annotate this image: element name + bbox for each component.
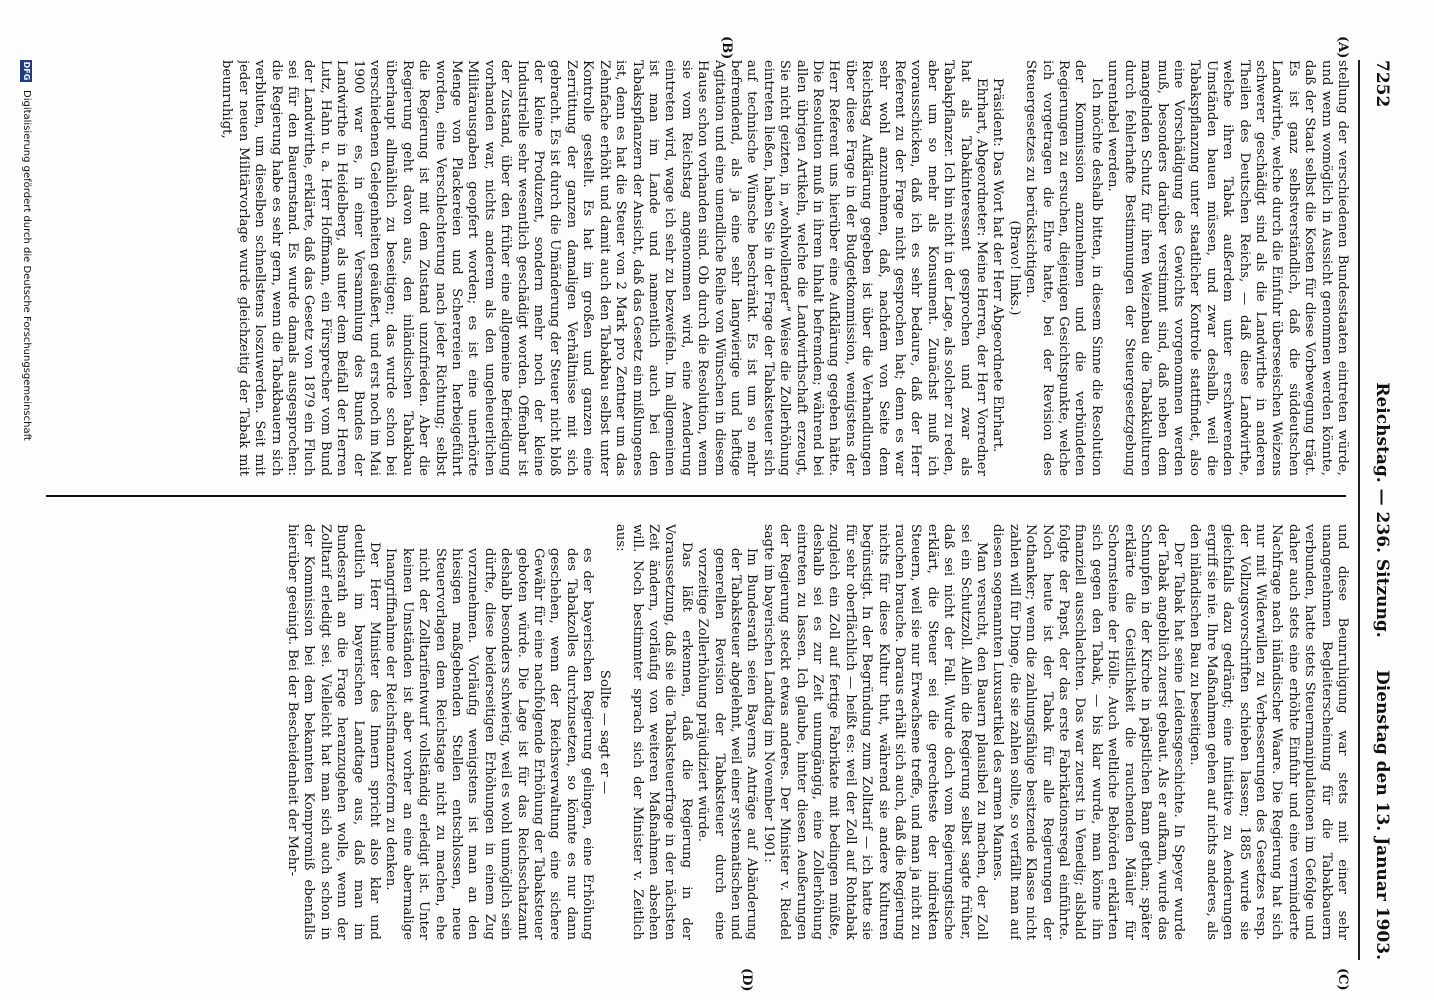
header-rule (1358, 60, 1360, 960)
left-column (100, 60, 1350, 476)
margin-marker-c: (C) (1335, 968, 1350, 991)
page-number: 7252 (1372, 60, 1392, 108)
quotation: es der bayerischen Regierung gelingen, eine Erhöhung des Tabakzolles durchzusetzen, so könnte es nur dann geschehen, wenn der Reichsverwaltung eine sichere Gewähr für eine nachfolgende Erhöhung der Tabaksteuer geboten würde. Die Lage ist für das Reichsschatzamt deshalb besonders schwierig, weil es wohl unmöglich sein dürfte, diese beiderseitigen Erhöhungen in einem Zug vorzunehmen. Vorläufig wenigstens ist man an den hiesigen maßgebenden Stellen entschlossen, neue Steuervorlagen dem Reichstage nicht zu machen, ehe nicht der Zolltarifentwurf vollständig erledigt ist. Unter keinen Umständen ist aber vorher an eine abermalige Inangriffnahme der Reichsfinanzreform zu denken. (383, 548, 596, 940)
applause-note: (Bravo! links.) (1006, 220, 1022, 316)
paragraph: und diese Beunruhigung war stets mit einer sehr unangenehmen Begleiterscheinung für die Tabakbauern verbunden, hatte stets Steuermanipulationen im Gefolge und daher auch stets eine erhöhte Einfuhr und eine verminderte Nachfrage nach inländischer Waare. Die Regierung hat sich nur mit Widerwillen zu Verbesserungen des Gesetzes resp. der Vollzugsvorschriften schieben lassen; 1885 wurde sie gleichfalls dazu gedrängt; eine Initiative zu Aenderungen ergriff sie nie. Ihre Maßnahmen gehen auf nichts anderes, als den inländischen Bau zu beseitigen. (1187, 524, 1350, 940)
paragraph: Der Tabak hat seine Leidensgeschichte. In Speyer wurde der Tabak angeblich zuerst gebaut. Als er aufkam, wurde das Schnupfen in der Kirche in päpstlichen Bann gethan; später erklärte die Geistlichkeit die rauchenden Mäuler für Schornsteine der Hölle. Auch weltliche Behörden erklärten sich gegen den Tabak, — bis klar wurde, man könne ihn finanziell ausschlachten. Das war zuerst in Venedig; alsbald folgte der Papst, der das erste Fabrikationsregal einführte. Noch heute ist der Tabak für alle Regierungen der Nothanker; wenn die zahlungsfähige besitzende Klasse nicht zahlen will für Dinge, die sie zahlen sollte, so verfällt man auf diesen sogenannten Luxusartikel des armen Mannes. (990, 524, 1186, 940)
speaker-line: Präsident: Das Wort hat der Herr Abgeordnete Ehrhart. (990, 78, 1006, 453)
session-date: Dienstag den 13. Januar 1903. (1372, 670, 1392, 960)
column-divider (46, 495, 1346, 497)
margin-marker-b: (B) (719, 36, 734, 60)
digitization-credit: Digitalisierung gefördert durch die Deutsche Forschungsgemeinschaft (21, 90, 32, 441)
paragraph: Ich möchte deshalb bitten, in diesem Sinne die Resolution der Kommission anzunehmen und die verbündeten Regierungen zu ersuchen, diejenigen Gesichtspunkte, welche ich vorgetragen die Ehre hatte, bei der Revision des Steuergesetzes zu berücksichtigen. (1023, 60, 1104, 476)
right-column (100, 524, 1350, 940)
page-footer (14, 60, 32, 960)
dfg-logo-icon: DFG (22, 61, 31, 81)
page-header (1366, 60, 1392, 960)
interjection: Sollte — sagt er — (596, 669, 612, 795)
running-title: Reichstag. — 236. Sitzung. (1372, 382, 1392, 638)
margin-marker-a: (A) (1335, 36, 1350, 59)
paragraph: Der Herr Minister des Innern spricht also klar und deutlich im bayerischen Landtage aus, daß man im Bundesrath an die Frage heranzugehen wolle, wenn der Zolltarif erledigt sei. Vielleicht hat man sich auch schon in der Kommission bei dem bekannten Kompromiß ebenfalls hierüber geeinigt. Bei der Bescheidenheit der Mehr- (285, 524, 383, 940)
paragraph: Man versucht, den Bauern plausibel zu machen, der Zoll sei ein Schutzzoll. Allein die Regierung selbst sagte früher, daß sei nicht der Fall. Wurde doch vom Regierungstische erklärt, die Steuer sei die gerechteste der indirekten Steuern, weil sie nur Erwachsene treffe, und man ja nicht zu rauchen brauche. Daraus erhält sich auch, daß die Regierung nichts für diese Kultur thut, während sie andere Kulturen begünstigt. In der Begründung zum Zolltarif — ich hatte sie für sehr oberflächlich — heißt es: weil der Zoll auf Rohtabak zugleich ein Zoll auf fertige Fabrikate mit bedingen müßte, deshalb sei es zur Zeit unumgängig, eine Zollerhöhung eintreten zu lassen. Ich glaube, hinter diesen Aeußerungen der Regierung steckt etwas anderes. Der Minister v. Riedel sagte im bayerischen Landtag im November 1901: (760, 524, 990, 940)
paragraph: stellung der verschiedenen Bundesstaaten eintreten würde, und wenn womöglich in Aussicht genommen werden könnte, daß der Staat selbst die Kosten für diese Vorbewegung trägt. Es ist ganz selbstverständlich, daß die süddeutschen Landwirthe, welche durch die Einfuhr überseeischen Weizens schwerer geschädigt sind als die Landwirthe in anderen Theilen des Deutschen Reichs, — daß diese Landwirthe, welche ihren Tabak außerdem unter erschwerenden Umständen bauen müssen, und zwar deshalb, weil die Tabakspflanzung unter staatlicher Kontrole stattfindet, also eine Vorschädigung des Gewichts vorgenommen werden muß, besonders darüber verstimmt sind, daß neben dem mangelnden Schutz für ihren Weizenbau die Tabakkulturen durch fehlerhafte Bestimmungen der Steuergesetzgebung unrentabel werden. (1105, 60, 1350, 476)
quotation: Im Bundesrath seien Bayerns Anträge auf Abänderung der Tabaksteuer abgelehnt, weil einer systematischen und generellen Revision der Tabaksteuer durch eine vorzeitige Zollerhöhung präjudiziert würde. (695, 548, 760, 940)
margin-marker-d: (D) (739, 968, 754, 992)
paragraph: Das läßt erkennen, daß die Regierung in der Voraussetzung, daß sie die Tabaksteuerfrage in der nächsten Zeit ändern, vorläufig von weiteren Maßnahmen absehen will. Noch bestimmter sprach sich der Minister v. Zeitlich aus: (613, 524, 694, 940)
paragraph: Ehrhart, Abgeordneter: Meine Herren, der Herr Vorredner hat als Tabakinteressent gesprochen und zwar als Tabakpflanzer. Ich bin nicht in der Lage, als solcher zu reden, aber um so mehr als Konsument. Zunächst muß ich vorausschicken, daß ich es sehr bedaure, daß der Herr Referent zu der Frage nicht gesprochen hat; denn es war sehr wohl anzunehmen, daß, nachdem von Seite dem Reichstag Aufklärung gegeben ist über die Verhandlungen über diese Frage in der Budgetkommission, wenigstens der Herr Referent uns hierüber eine Aufklärung gegeben hätte. Die Resolution muß in ihrem Inhalt befremden; während bei allen übrigen Artikeln, welche die Landwirthschaft erzeugt, Sie nicht geizten, in „wohlwollender“ Weise die Zollerhöhung eintreten ließen, haben Sie in der Frage der Tabaksteuer sich auf technische Wünsche beschränkt. Es ist um so mehr befremdend, als ja eine sehr langwierige und heftige Agitation und eine unendliche Reihe von Wünschen in diesem Hause schon vorhanden sind. Ob durch die Resolution, wenn sie vom Reichstag angenommen wird, eine Aenderung eintreten wird, wage ich sehr zu bezweifeln. Im allgemeinen ist man im Lande und namentlich auch bei den Tabakspflanzern der Ansicht, daß das Gesetz ein mißlungenes ist, denn es hat die Steuer von 2 Mark pro Zentner um das Zehnfache erhöht und damit auch den Tabakbau selbst unter Kontrolle gestellt. Es hat im großen und ganzen eine Zerrüttung der ganzen damaligen Verhältnisse mit sich gebracht. Es ist durch die Umänderung der Steuer nicht bloß der kleine Produzent, sondern mehr noch der kleine Industrielle sehr wesentlich geschädigt worden. Offenbar ist der Zustand, über den früher eine allgemeine Befriedigung vorhanden war, nichts anderem als den ungeheuerlichen Militärausgaben geopfert worden; es ist eine unerhörte Menge von Plackereien und Scherereien herbeigeführt worden, eine Verschlechterung nach jeder Richtung; selbst die Regierung ist mit dem Zustand unzufrieden. Aber die Regierung geht davon aus, den inländischen Tabakbau überhaupt allmählich zu beseitigen; das wurde schon bei verschiedenen Gelegenheiten geäußert, und erst noch im Mai 1900 war es, in einer Versammlung des Bundes der Landwirthe in Heidelberg, als unter dem Beifall der Herren Lutz, Hahn u. a. Herr Hoffmann, ein Fürsprecher vom Bund der Landwirthe, erklärte, daß das Gesetz von 1879 ein Fluch sei für den Bauernstand. Es wurde damals ausgesprochen: die Regierung habe es sehr gern, wenn die Tabakbauern sich verbluten, um dieselben schnellstens loszuwerden. Seit mit jeder neuen Militärvorlage wurde gleichzeitig der Tabak mit beunruhigt, (219, 60, 990, 476)
